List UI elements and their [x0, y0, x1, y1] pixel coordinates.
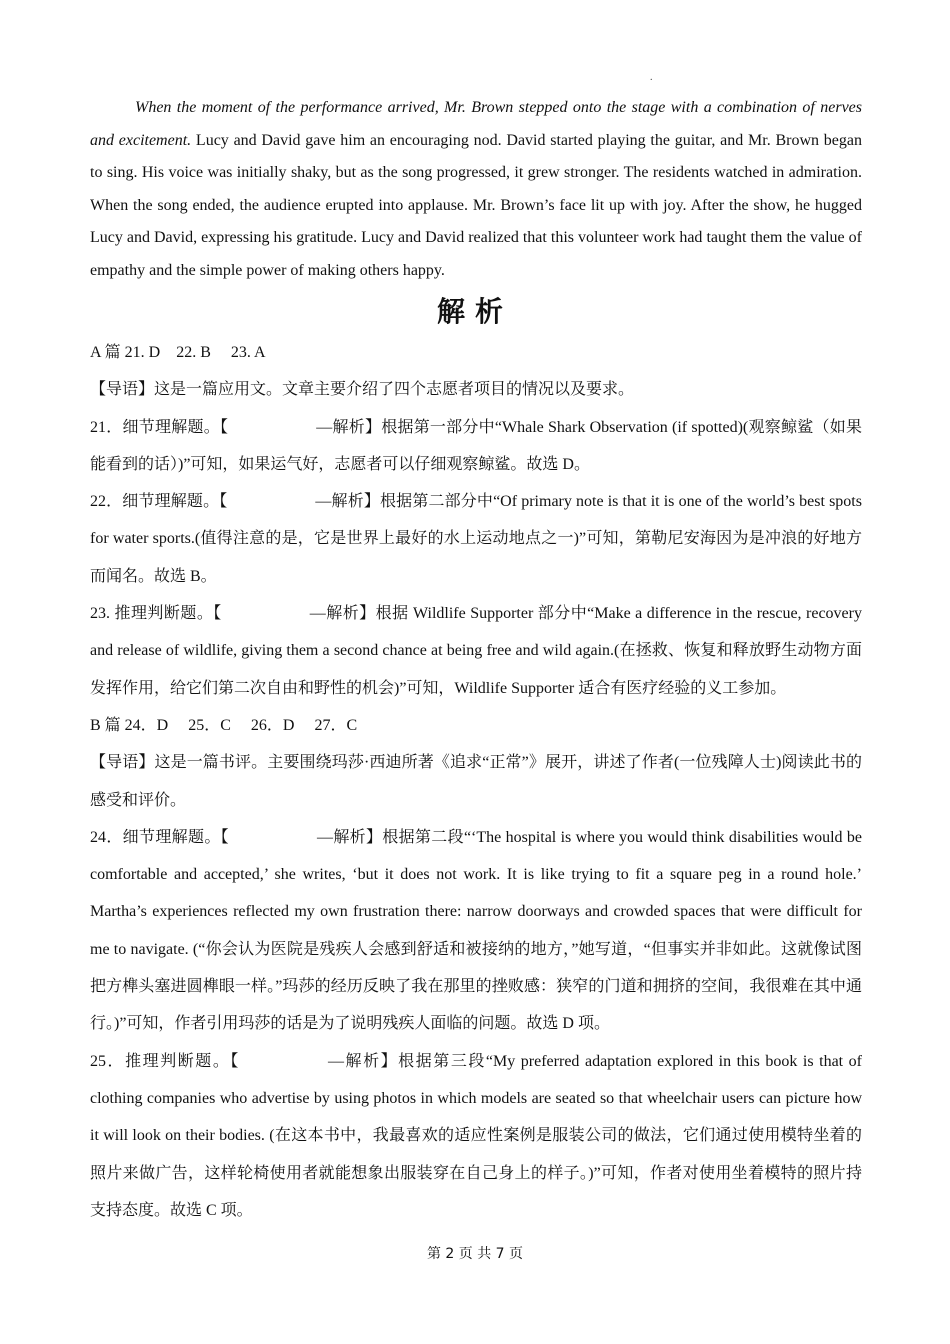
q22-text: —解析】根据第二部分中“Of primary note is that it is one of the world’s best spots for water sports.(值得注意的是，它是世界上最好的水上运动地点之一)”可知，第勒尼安海因为是冲浪的好地方而闻名。故选 B。 [90, 493, 862, 585]
part-b-answers: B 篇 24．D 25．C 26．D 27．C [90, 716, 358, 734]
q23-explanation [90, 595, 862, 707]
q24-text: —解析】根据第二段“‘The hospital is where you would think disabilities would be comfortable and accepted,’ she writes, ‘but it does not work. It is like trying to fit a square peg in a round hole.’ Martha’s experiences reflected my own frustration there: narrow doorways and crowded spaces that were difficult for me to navigate. (“你会认为医院是残疾人会感到舒适和被接纳的地方，”她写道，“但事实并非如此。这就像试图把方榫头塞进圆榫眼一样。”玛莎的经历反映了我在那里的挫败感：狭窄的门道和拥挤的空间，我很难在其中通行。)”可知，作者引用玛莎的话是为了说明残疾人面临的问题。故选 D 项。 [90, 828, 862, 1033]
analysis-body [90, 334, 862, 1229]
part-a-answers: A 篇 21. D 22. B 23. A [90, 344, 266, 361]
top-dot-mark: . [650, 72, 653, 83]
q22-explanation [90, 483, 862, 595]
q25-text: —解析】根据第三段“My preferred adaptation explored in this book is that of clothing companies who advertise by using photos in which models are seated so that wheelchair users can picture how it will look on their bodies. (在这本书中，我最喜欢的适应性案例是服装公司的做法，它们通过使用模特坐着的照片来做广告，这样轮椅使用者就能想象出服装穿在自己身上的样子。)”可知，作者对使用坐着模特的照片持支持态度。故选 C 项。 [90, 1052, 862, 1219]
passage-italic-lead: When the moment of the performance arrived, Mr. Brown stepped onto the stage with a combination of nerves and excitement. [90, 99, 862, 149]
part-a-intro: 【导语】这是一篇应用文。文章主要介绍了四个志愿者项目的情况以及要求。 [90, 381, 635, 399]
q24-explanation [90, 819, 862, 1043]
section-title: 解析 [436, 295, 513, 328]
story-passage [90, 92, 862, 287]
q23-text: —解析】根据 Wildlife Supporter 部分中“Make a difference in the rescue, recovery and release of wildlife, giving them a second chance at being free and wild again.(在拯救、恢复和释放野生动物方面发挥作用，给它们第二次自由和野性的机会)”可知，Wildlife Supporter 适合有医疗经验的义工参加。 [90, 605, 862, 697]
page-number-footer: 第 2 页 共 7 页 [426, 1246, 524, 1262]
q22-prefix: 22．细节理解题。【 [90, 493, 228, 511]
q21-text: —解析】根据第一部分中“Whale Shark Observation (if spotted)(观察鲸鲨（如果能看到的话）)”可知，如果运气好，志愿者可以仔细观察鲸鲨。故选 D。 [90, 418, 862, 473]
passage-text: Lucy and David gave him an encouraging nod. David started playing the guitar, and Mr. Brown began to sing. His voice was initially shaky, but as the song progressed, it grew stronger. The residents watched in admiration. When the song ended, the audience erupted into applause. Mr. Brown’s face lit up with joy. After the show, he hugged Lucy and David, expressing his gratitude. Lucy and David realized that this volunteer work had taught them the value of empathy and the simple power of making others happy. [90, 131, 862, 279]
q21-explanation [90, 409, 862, 484]
q24-prefix: 24．细节理解题。【 [90, 828, 229, 846]
part-b-intro: 【导语】这是一篇书评。主要围绕玛莎·西迪所著《追求“正常”》展开，讲述了作者(一位残障人士)阅读此书的感受和评价。 [90, 754, 862, 809]
q25-prefix: 25．推理判断题。【 [90, 1052, 240, 1070]
q21-prefix: 21．细节理解题。【 [90, 418, 229, 436]
q23-prefix: 23. 推理判断题。【 [90, 605, 222, 623]
q25-explanation [90, 1043, 862, 1229]
